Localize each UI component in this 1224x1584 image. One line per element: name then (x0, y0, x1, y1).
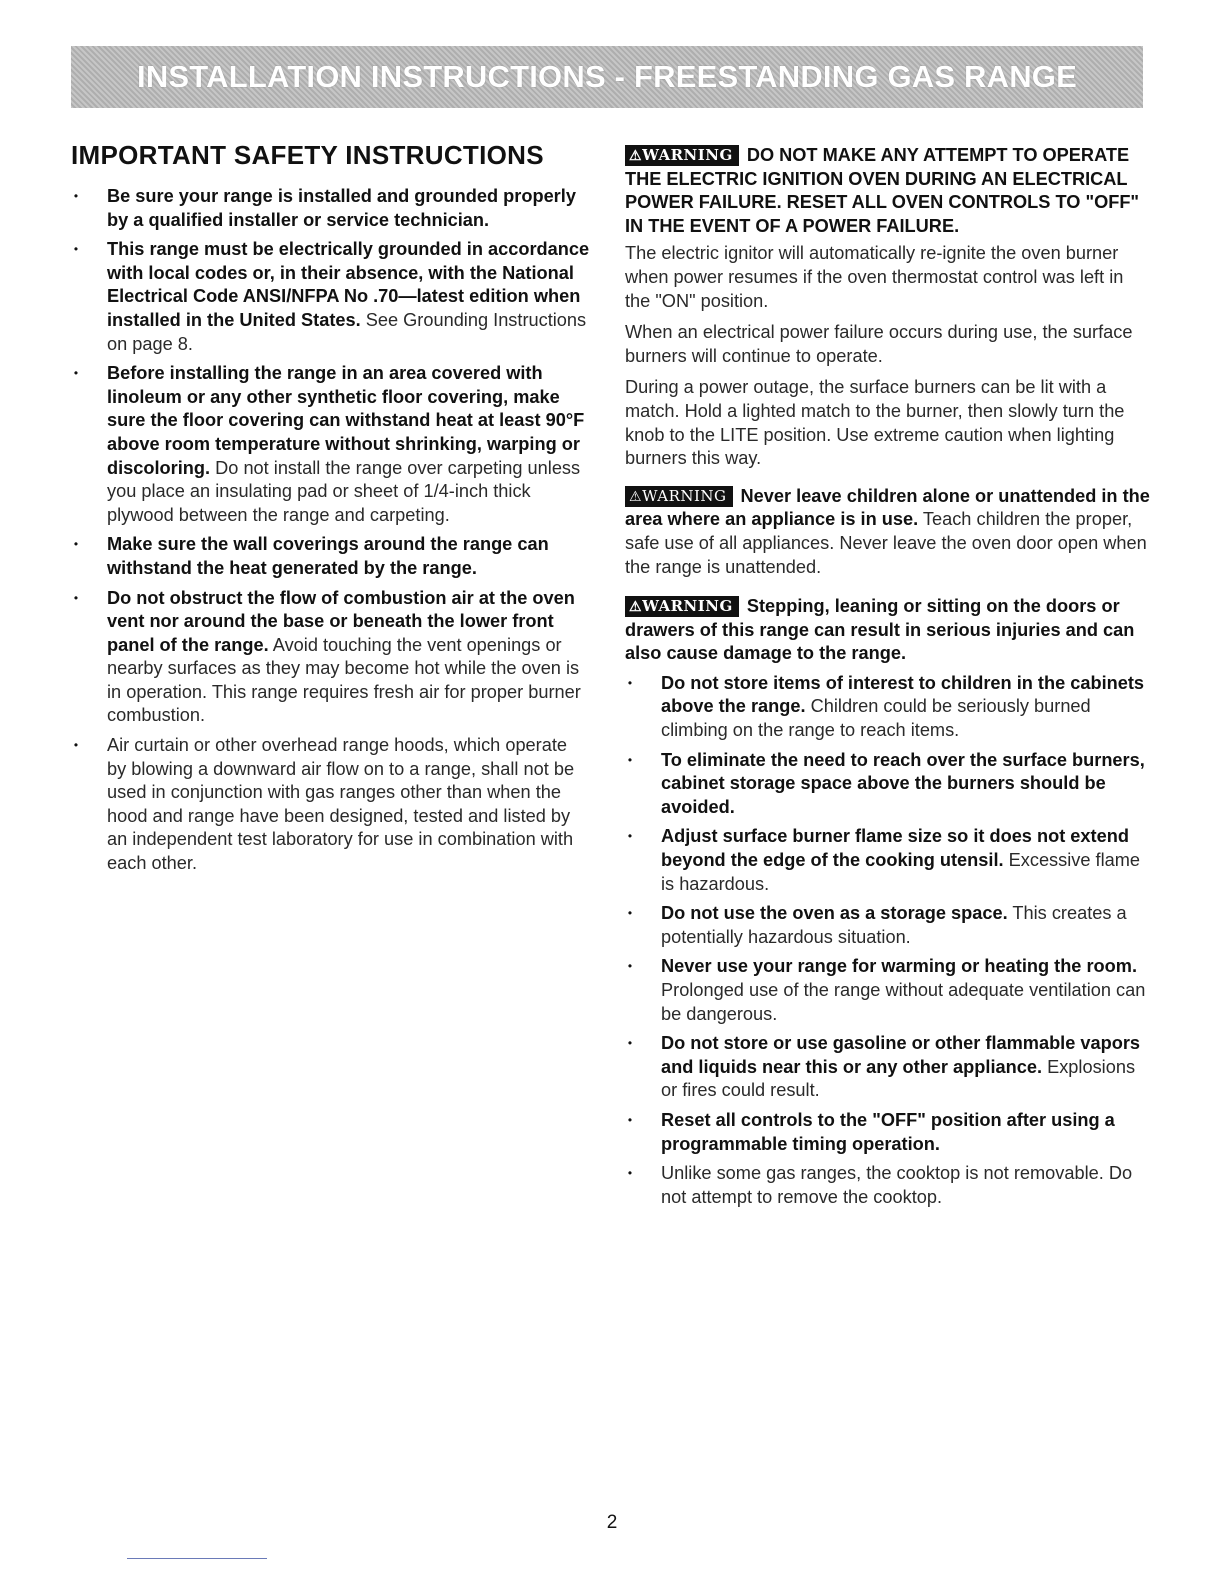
item-text: Excessive flame is hazardous. (661, 850, 1141, 894)
warning-block-children (625, 485, 1150, 579)
item-bold-text: Never use your range for warming or heating the room. (661, 956, 1138, 977)
item-bold-text: Make sure the wall coverings around the range can withstand the heat generated by the range. (107, 534, 549, 578)
list-item (625, 672, 1150, 743)
warning-text: DO NOT MAKE ANY ATTEMPT TO OPERATE THE ELECTRIC IGNITION OVEN DURING AN ELECTRICAL POWER FAILURE. RESET ALL OVEN CONTROLS TO "OFF" IN THE EVENT OF A POWER FAILURE. (625, 145, 1140, 236)
bullet-icon: • (627, 906, 633, 921)
item-text: Unlike some gas ranges, the cooktop is not removable. Do not attempt to remove the cooktop. (661, 1163, 1133, 1207)
item-bold-text: Do not store or use gasoline or other flammable vapors and liquids near this or any other appliance. (661, 1033, 1141, 1077)
list-item (625, 955, 1150, 1026)
warning-badge: ⚠WARNING (625, 145, 739, 166)
item-bold-text: Before installing the range in an area covered with linoleum or any other synthetic floor covering, make sure the floor covering can withstand heat at least 90°F above room temperature without shrinking, warping or discoloring. (107, 363, 585, 478)
bullet-icon: • (627, 1166, 633, 1181)
bullet-icon: • (627, 675, 633, 690)
warning-text: Never leave children alone or unattended in the area where an appliance is in use. (625, 485, 1150, 530)
bullet-icon: • (73, 590, 79, 605)
item-bold-text: Do not store items of interest to children in the cabinets above the range. (661, 672, 1145, 717)
item-bold-text: Be sure your range is installed and grounded properly by a qualified installer or service technician. (107, 186, 576, 230)
warning-triangle-icon: ⚠ (629, 599, 643, 616)
item-bold-text: Adjust surface burner flame size so it does not extend beyond the edge of the cooking utensil. (661, 826, 1129, 871)
warning-bullet-list (625, 672, 1150, 1209)
warning-block-stepping (625, 595, 1150, 666)
bullet-icon: • (73, 366, 79, 381)
banner-title: INSTALLATION INSTRUCTIONS - FREESTANDING GAS RANGE (137, 59, 1077, 94)
item-bold-text: This range must be electrically grounded in accordance with local codes or, in their absence, with the National Electrical Code ANSI/NFPA No .70—latest edition when installed in the United States. (107, 239, 590, 330)
list-item (71, 587, 591, 729)
warning-triangle-icon: ⚠ (629, 488, 643, 505)
list-item (71, 533, 591, 580)
warning-block-power-failure (625, 144, 1150, 238)
left-column (71, 140, 591, 882)
item-text: Children could be seriously burned climbing on the range to reach items. (661, 696, 1091, 741)
safety-bullet-list (71, 185, 591, 876)
header-banner (71, 46, 1143, 108)
list-item (71, 238, 591, 356)
bullet-icon: • (627, 959, 633, 974)
item-text: Explosions or fires could result. (661, 1056, 1136, 1101)
warning-detail: Teach children the proper, safe use of all appliances. Never leave the oven door open when the range is unattended. (625, 509, 1147, 577)
warning-badge: ⚠WARNING (625, 486, 733, 507)
bullet-icon: • (627, 1112, 633, 1127)
bullet-icon: • (627, 1036, 633, 1051)
warning-text: Stepping, leaning or sitting on the doors or drawers of this range can result in serious injuries and can also cause damage to the range. (625, 596, 1135, 664)
section-heading: IMPORTANT SAFETY INSTRUCTIONS (71, 140, 544, 170)
item-text: Avoid touching the vent openings or nearby surfaces as they may become hot while the oven is in operation. This range requires fresh air for proper burner combustion. (107, 634, 581, 726)
item-text: This creates a potentially hazardous situation. (661, 903, 1127, 947)
item-bold-text: Do not use the oven as a storage space. (661, 903, 1008, 924)
paragraph: During a power outage, the surface burners can be lit with a match. Hold a lighted match to the burner, then slowly turn the knob to the LITE position. Use extreme caution when lighting burners this way. (625, 377, 1125, 469)
bullet-icon: • (73, 738, 79, 753)
list-item (71, 185, 591, 232)
bullet-icon: • (627, 829, 633, 844)
bullet-icon: • (73, 537, 79, 552)
item-text: Prolonged use of the range without adequate ventilation can be dangerous. (661, 980, 1146, 1024)
right-column (625, 144, 1150, 1215)
item-text: See Grounding Instructions on page 8. (107, 309, 587, 354)
bullet-icon: • (73, 189, 79, 203)
bullet-icon: • (627, 752, 633, 767)
warning-badge: ⚠WARNING (625, 596, 739, 617)
bullet-icon: • (73, 242, 79, 257)
item-bold-text: Reset all controls to the "OFF" position after using a programmable timing operation. (661, 1109, 1115, 1154)
list-item (71, 734, 591, 876)
paragraph: The electric ignitor will automatically re-ignite the oven burner when power resumes if the oven thermostat control was left in the "ON" position. (625, 243, 1124, 311)
list-item (625, 825, 1150, 896)
page-number: 2 (606, 1512, 618, 1533)
footer-rule (127, 1558, 267, 1559)
paragraph: When an electrical power failure occurs during use, the surface burners will continue to operate. (625, 322, 1133, 366)
item-bold-text: Do not obstruct the flow of combustion air at the oven vent nor around the base or beneath the lower front panel of the range. (107, 587, 575, 655)
warning-triangle-icon: ⚠ (629, 148, 643, 164)
list-item (625, 902, 1150, 949)
list-item (625, 1032, 1150, 1103)
item-bold-text: To eliminate the need to reach over the surface burners, cabinet storage space above the burners should be avoided. (661, 749, 1145, 817)
list-item (625, 1162, 1150, 1209)
list-item (625, 749, 1150, 820)
item-text: Do not install the range over carpeting unless you place an insulating pad or sheet of 1/4-inch thick plywood between the range and carpeting. (107, 457, 581, 525)
list-item (625, 1109, 1150, 1156)
item-text: Air curtain or other overhead range hoods, which operate by blowing a downward air flow on to a range, shall not be used in conjunction with gas ranges other than when the hood and range have been designed, tested and listed by an independent test laboratory for use in combination with each other. (107, 735, 575, 874)
list-item (71, 362, 591, 527)
